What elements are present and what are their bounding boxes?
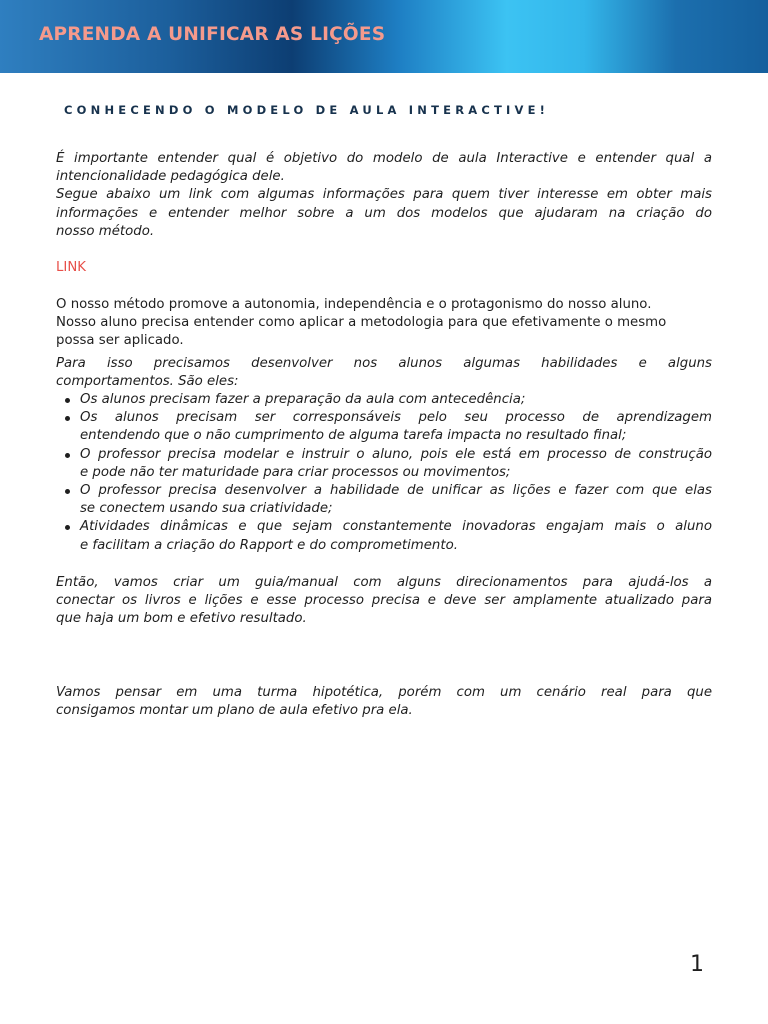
list-item-line: e pode não ter maturidade para criar processos ou movimentos; bbox=[80, 464, 511, 480]
scenario-line: consigamos montar um plano de aula efetivo pra ela. bbox=[56, 703, 413, 719]
list-item-line: se conectem usando sua criatividade; bbox=[80, 501, 333, 517]
scenario-line: Vamos pensar em uma turma hipotética, porém com um cenário real para que bbox=[56, 685, 712, 700]
skills-list bbox=[56, 391, 712, 555]
bullet-icon bbox=[65, 489, 70, 494]
guide-paragraph bbox=[56, 574, 712, 629]
guide-line: que haja um bom e efetivo resultado. bbox=[56, 611, 307, 627]
list-item-line: e facilitam a criação do Rapport e do comprometimento. bbox=[80, 537, 458, 553]
list-item-line: Os alunos precisam fazer a preparação da aula com antecedência; bbox=[80, 392, 526, 407]
list-item bbox=[56, 446, 712, 482]
list-item-line: O professor precisa modelar e instruir o aluno, pois ele está em processo de construção bbox=[80, 446, 712, 462]
method-line: O nosso método promove a autonomia, independência e o protagonismo do nosso aluno. bbox=[56, 297, 652, 312]
info-link[interactable]: LINK bbox=[56, 260, 86, 275]
intro-paragraph bbox=[56, 150, 712, 241]
bullet-icon bbox=[65, 453, 70, 458]
intro-line: Segue abaixo um link com algumas informações para quem tiver interesse em obter mais bbox=[56, 187, 712, 203]
intro-line: nosso método. bbox=[56, 223, 155, 239]
skills-intro-line: Para isso precisamos desenvolver nos alunos algumas habilidades e alguns bbox=[56, 356, 712, 371]
method-line: Nosso aluno precisa entender como aplicar a metodologia para que efetivamente o mesmo bbox=[56, 315, 667, 331]
list-item bbox=[56, 482, 712, 518]
intro-line: É importante entender qual é objetivo do modelo de aula Interactive e entender qual a bbox=[56, 151, 712, 166]
intro-line: intencionalidade pedagógica dele. bbox=[56, 169, 285, 185]
skills-intro-paragraph bbox=[56, 355, 712, 391]
intro-line: informações e entender melhor sobre a um dos modelos que ajudaram na criação do bbox=[56, 205, 712, 221]
page-title: APRENDA A UNIFICAR AS LIÇÕES bbox=[39, 24, 386, 45]
bullet-icon bbox=[65, 525, 70, 530]
list-item bbox=[56, 518, 712, 554]
scenario-paragraph bbox=[56, 684, 712, 720]
list-item bbox=[56, 391, 712, 409]
guide-line: Então, vamos criar um guia/manual com alguns direcionamentos para ajudá-los a bbox=[56, 575, 712, 590]
guide-line: conectar os livros e lições e esse processo precisa e deve ser amplamente atualizado para bbox=[56, 593, 712, 609]
list-item-line: Os alunos precisam ser corresponsáveis pelo seu processo de aprendizagem bbox=[80, 410, 712, 426]
link-paragraph bbox=[56, 259, 712, 277]
list-item-line: Atividades dinâmicas e que sejam constantemente inovadoras engajam mais o aluno bbox=[80, 519, 712, 535]
list-item-line: O professor precisa desenvolver a habilidade de unificar as lições e fazer com que elas bbox=[80, 483, 712, 499]
section-heading: CONHECENDO O MODELO DE AULA INTERACTIVE! bbox=[64, 103, 550, 117]
list-item bbox=[56, 409, 712, 445]
page-number: 1 bbox=[690, 952, 704, 977]
header-banner bbox=[0, 0, 768, 73]
list-item-line: entendendo que o não cumprimento de alguma tarefa impacta no resultado final; bbox=[80, 428, 627, 444]
bullet-icon bbox=[65, 416, 70, 421]
skills-intro-line: comportamentos. São eles: bbox=[56, 374, 239, 390]
method-paragraph bbox=[56, 296, 712, 351]
method-line: possa ser aplicado. bbox=[56, 333, 184, 349]
bullet-icon bbox=[65, 398, 70, 403]
